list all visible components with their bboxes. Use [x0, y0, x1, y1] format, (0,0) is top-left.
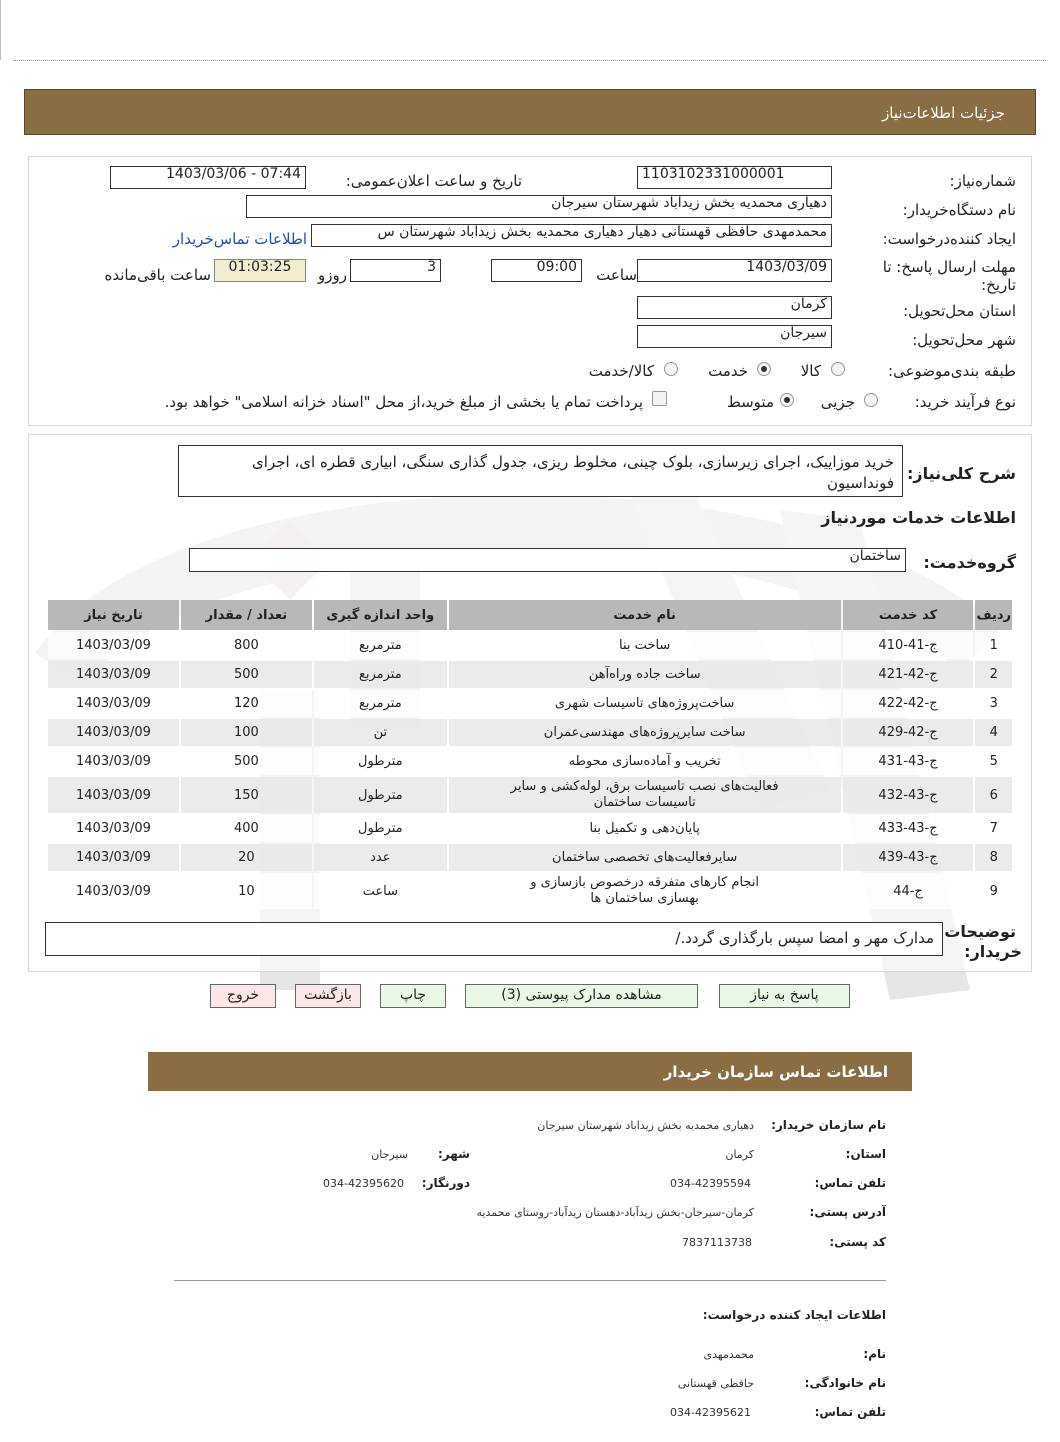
cell-need-date: 1403/03/09	[48, 815, 179, 842]
days-label: روزو	[318, 266, 347, 284]
deadline-label: مهلت ارسال پاسخ: تا	[882, 258, 1016, 276]
cell-service-code: ج-42-429	[843, 719, 974, 746]
cell-service-code: ج-43-433	[843, 815, 974, 842]
contact-phone-value: 034-42395594	[670, 1177, 751, 1190]
cell-service-code: ج-41-410	[843, 632, 974, 659]
cell-quantity: 10	[181, 873, 312, 909]
contact-city-label: شهر:	[438, 1147, 470, 1161]
contact-fax-label: دورنگار:	[421, 1176, 470, 1190]
category-option-goods: کالا	[800, 362, 821, 380]
deadline-time-field: 09:00	[491, 259, 582, 282]
reply-button[interactable]: پاسخ به نیاز	[719, 984, 850, 1008]
cell-service-name: ساخت جاده وراه‌آهن	[449, 661, 841, 688]
announce-field: 1403/03/06 - 07:44	[110, 166, 306, 189]
city-label: شهر محل‌تحویل:	[912, 331, 1016, 349]
col-header-quantity: تعداد / مقدار	[181, 600, 312, 630]
remaining-time-field: 01:03:25	[214, 259, 306, 282]
service-group-label: گروه‌خدمت:	[923, 553, 1016, 572]
creator-info-title: اطلاعات ایجاد کننده درخواست:	[702, 1308, 886, 1322]
col-header-need-date: تاریخ نیاز	[48, 600, 179, 630]
table-row	[48, 815, 1012, 842]
category-option-service: خدمت	[708, 362, 748, 380]
category-radio-goods-service[interactable]	[664, 362, 678, 376]
cell-need-date: 1403/03/09	[48, 719, 179, 746]
contact-header	[148, 1052, 912, 1091]
cell-need-date: 1403/03/09	[48, 844, 179, 871]
back-button[interactable]: بازگشت	[295, 984, 361, 1008]
table-row	[48, 748, 1012, 775]
contact-divider	[174, 1280, 886, 1281]
cell-service-code: ج-43-431	[843, 748, 974, 775]
org-name-label: نام سازمان خریدار:	[771, 1118, 886, 1132]
cell-quantity: 120	[181, 690, 312, 717]
cell-unit: عدد	[314, 844, 447, 871]
category-radio-service[interactable]	[757, 362, 771, 376]
cell-row-number: 7	[975, 815, 1012, 842]
cell-unit: ساعت	[314, 873, 447, 909]
cell-unit: مترطول	[314, 777, 447, 813]
cell-service-code: ج-42-421	[843, 661, 974, 688]
table-row	[48, 632, 1012, 659]
time-label: ساعت	[596, 266, 637, 284]
table-row	[48, 873, 1012, 909]
summary-label: شرح کلی‌نیاز:	[907, 464, 1016, 483]
dotted-divider	[14, 60, 1046, 61]
deadline-label-date: تاریخ:	[981, 276, 1016, 294]
cell-service-name: سایرفعالیت‌های تخصصی ساختمان	[449, 844, 841, 871]
treasury-note: پرداخت تمام یا بخشی از مبلغ خرید،از محل "اسناد خزانه اسلامی" خواهد بود.	[164, 393, 643, 411]
process-radio-medium[interactable]	[780, 393, 794, 407]
cell-row-number: 4	[975, 719, 1012, 746]
contact-province-label: استان:	[845, 1147, 886, 1161]
cell-service-name: ساخت بنا	[449, 632, 841, 659]
cell-row-number: 8	[975, 844, 1012, 871]
contact-city-value: سیرجان	[371, 1148, 408, 1161]
category-option-goods-service: کالا/خدمت	[588, 362, 654, 380]
table-row	[48, 690, 1012, 717]
cell-service-code: ج-42-422	[843, 690, 974, 717]
process-label: نوع فرآیند خرید:	[914, 393, 1016, 411]
cell-service-code: ج-43-439	[843, 844, 974, 871]
services-table	[46, 598, 1014, 911]
col-header-service-code: کد خدمت	[843, 600, 974, 630]
cell-service-name: ساخت‌پروژه‌های تاسیسات شهری	[449, 690, 841, 717]
process-option-minor: جزیی	[820, 393, 855, 411]
city-field: سیرجان	[637, 325, 832, 348]
cell-need-date: 1403/03/09	[48, 873, 179, 909]
need-number-field: 1103102331000001	[637, 166, 832, 189]
creator-family-label: نام خانوادگی:	[804, 1376, 886, 1390]
cell-unit: تن	[314, 719, 447, 746]
cell-quantity: 20	[181, 844, 312, 871]
remaining-label: ساعت باقی‌مانده	[104, 266, 211, 284]
exit-button[interactable]: خروج	[210, 984, 276, 1008]
contact-fax-value: 034-42395620	[323, 1177, 404, 1190]
cell-need-date: 1403/03/09	[48, 632, 179, 659]
attachments-button[interactable]: مشاهده مدارک پیوستی (3)	[465, 984, 698, 1008]
cell-quantity: 400	[181, 815, 312, 842]
org-name-value: دهیاری محمدیه بخش زیداباد شهرستان سیرجان	[537, 1119, 754, 1132]
days-field: 3	[350, 259, 441, 282]
cell-service-name: انجام کارهای متفرقه درخصوص بازسازی و بهسازی ساختمان ها	[449, 873, 841, 909]
cell-need-date: 1403/03/09	[48, 661, 179, 688]
details-header-title: جزئیات اطلاعات‌نیاز	[882, 104, 1005, 122]
cell-row-number: 5	[975, 748, 1012, 775]
cell-service-code: ج-44	[843, 873, 974, 909]
cell-need-date: 1403/03/09	[48, 690, 179, 717]
creator-name-label: نام:	[863, 1347, 886, 1361]
contact-phone-label: تلفن تماس:	[814, 1176, 886, 1190]
cell-unit: مترمربع	[314, 661, 447, 688]
table-row	[48, 844, 1012, 871]
services-title: اطلاعات خدمات موردنیاز	[821, 508, 1016, 527]
cell-row-number: 6	[975, 777, 1012, 813]
contact-province-value: کرمان	[725, 1148, 754, 1161]
treasury-checkbox[interactable]	[652, 391, 667, 406]
creator-name-value: محمدمهدی	[703, 1348, 754, 1361]
cell-service-name: تخریب و آماده‌سازی محوطه	[449, 748, 841, 775]
contact-address-value: کرمان-سیرجان-بخش زیدآباد-دهستان زیدآباد-روستای محمدیه	[476, 1206, 754, 1219]
contact-header-title: اطلاعات تماس سازمان خریدار	[663, 1063, 888, 1081]
deadline-date-field: 1403/03/09	[637, 259, 832, 282]
cell-row-number: 1	[975, 632, 1012, 659]
cell-need-date: 1403/03/09	[48, 748, 179, 775]
cell-unit: مترمربع	[314, 690, 447, 717]
contact-address-label: آدرس پستی:	[809, 1205, 886, 1219]
col-header-unit: واحد اندازه گیری	[314, 600, 447, 630]
cell-service-name: فعالیت‌های نصب تاسیسات برق، لوله‌کشی و سایر تاسیسات ساختمان	[449, 777, 841, 813]
cell-quantity: 500	[181, 661, 312, 688]
cell-service-code: ج-43-432	[843, 777, 974, 813]
cell-service-name: پایان‌دهی و تکمیل بنا	[449, 815, 841, 842]
province-field: کرمان	[637, 296, 832, 319]
cell-service-name: ساخت سایرپروژه‌های مهندسی‌عمران	[449, 719, 841, 746]
service-group-field: ساختمان	[189, 548, 906, 572]
province-label: استان محل‌تحویل:	[903, 302, 1016, 320]
cell-row-number: 3	[975, 690, 1012, 717]
category-label: طبقه بندی‌موضوعی:	[888, 362, 1016, 380]
creator-phone-label: تلفن تماس:	[814, 1405, 886, 1419]
process-radio-minor[interactable]	[864, 393, 878, 407]
cell-unit: مترمربع	[314, 632, 447, 659]
creator-phone-value: 034-42395621	[670, 1406, 751, 1419]
announce-label: تاریخ و ساعت اعلان‌عمومی:	[345, 172, 522, 190]
creator-field: محمدمهدی حافظی قهستانی دهیار دهیاری محمدیه بخش زیداباد شهرستان س	[311, 224, 832, 247]
creator-label: ایجاد کننده‌درخواست:	[882, 230, 1016, 248]
col-header-row-number: ردیف	[975, 600, 1012, 630]
cell-quantity: 500	[181, 748, 312, 775]
left-border-line	[0, 0, 1, 60]
table-header-row	[48, 600, 1012, 630]
notes-label-line1: توضیحات	[944, 922, 1016, 941]
cell-row-number: 9	[975, 873, 1012, 909]
cell-quantity: 150	[181, 777, 312, 813]
table-row	[48, 661, 1012, 688]
cell-need-date: 1403/03/09	[48, 777, 179, 813]
creator-family-value: حافظی قهستانی	[677, 1377, 754, 1390]
details-header	[24, 89, 1036, 135]
cell-unit: مترطول	[314, 748, 447, 775]
contact-postal-value: 7837113738	[682, 1236, 752, 1249]
contact-postal-label: کد پستی:	[829, 1235, 886, 1249]
need-number-label: شماره‌نیاز:	[949, 172, 1016, 190]
category-radio-goods[interactable]	[831, 362, 845, 376]
buyer-org-field: دهیاری محمدیه بخش زیداباد شهرستان سیرجان	[246, 195, 832, 218]
col-header-service-name: نام خدمت	[449, 600, 841, 630]
notes-text: مدارک مهر و امضا سپس بارگذاری گردد./	[45, 922, 943, 956]
buyer-contact-link[interactable]: اطلاعات تماس‌خریدار	[172, 230, 307, 248]
notes-label-line2: خریدار:	[964, 942, 1022, 961]
table-row	[48, 719, 1012, 746]
cell-unit: مترطول	[314, 815, 447, 842]
print-button[interactable]: چاپ	[380, 984, 446, 1008]
summary-text: خرید موزاییک، اجرای زیرسازی، بلوک چینی، مخلوط ریزی، جدول گذاری سنگی، ابیاری قطره ای، اجرای فونداسیون	[178, 445, 903, 497]
cell-quantity: 800	[181, 632, 312, 659]
cell-row-number: 2	[975, 661, 1012, 688]
table-row	[48, 777, 1012, 813]
buyer-org-label: نام دستگاه‌خریدار:	[902, 201, 1016, 219]
cell-quantity: 100	[181, 719, 312, 746]
process-option-medium: متوسط	[726, 393, 774, 411]
